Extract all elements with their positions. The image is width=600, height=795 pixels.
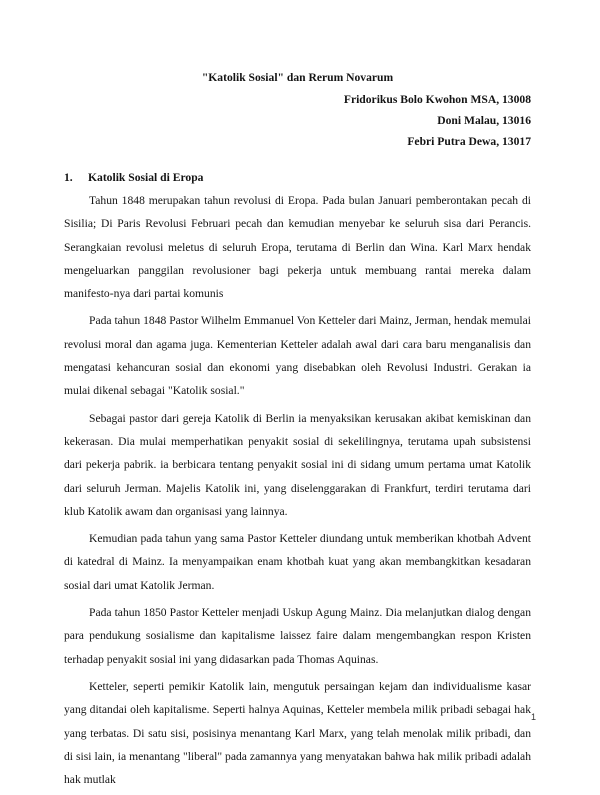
body-paragraph: Ketteler, seperti pemikir Katolik lain, mengutuk persaingan kejam dan individualisme kasar yang ditandai oleh kapitalisme. Seperti halnya Aquinas, Ketteler membela milik pribadi sebagai hak yang terbatas. Di satu sisi, posisinya menantang Karl Marx, yang telah menolak milik pribadi, dan di sisi lain, ia menantang "liberal" pada zamannya yang menyatakan bahwa hak milik pribadi adalah hak mutlak [64,679,531,787]
author-line: Febri Putra Dewa, 13017 [407,135,531,148]
body-paragraph: Pada tahun 1848 Pastor Wilhelm Emmanuel Von Ketteler dari Mainz, Jerman, hendak memulai revolusi moral dan agama juga. Kementerian Ketteler adalah awal dari cara baru menganalisis dan mengatasi kehancuran sosial dan ekonomi yang disebabkan oleh Revolusi Industri. Gerakan ia mulai dikenal sebagai "Katolik sosial." [64,314,531,398]
author-line: Doni Malau, 13016 [437,114,531,127]
body-paragraph: Tahun 1848 merupakan tahun revolusi di Eropa. Pada bulan Januari pemberontakan pecah di Sisilia; Di Paris Revolusi Februari pecah dan kemudian menyebar ke seluruh sisa dari Perancis. Serangkaian revolusi meletus di seluruh Eropa, terutama di Berlin dan Wina. Karl Marx hendak mengeluarkan panggilan revolusioner bagi pekerja untuk membuang rantai mereka dalam manifesto-nya dari partai komunis [64,194,531,301]
section-number: 1. [64,171,73,184]
section-title: Katolik Sosial di Eropa [88,171,204,184]
page-content [64,66,531,795]
author-line: Fridorikus Bolo Kwohon MSA, 13008 [343,93,531,106]
section-heading [64,166,531,189]
body-paragraph: Kemudian pada tahun yang sama Pastor Ketteler diundang untuk memberikan khotbah Advent di katedral di Mainz. Ia menyampaikan enam khotbah kuat yang akan membangkitkan kesadaran sosial dari umat Katolik Jerman. [64,532,531,592]
body-paragraph: Sebagai pastor dari gereja Katolik di Berlin ia menyaksikan kerusakan akibat kemiskinan dan kekerasan. Dia mulai memperhatikan penyakit sosial di sekelilingnya, terutama upah subsistensi dari pekerja pabrik. ia berbicara tentang penyakit sosial ini di sidang umum pertama umat Katolik dari seluruh Jerman. Majelis Katolik ini, yang diselenggarakan di Frankfurt, terdiri terutama dari klub Katolik awam dan organisasi yang lainnya. [64,411,531,518]
body-paragraph: Pada tahun 1850 Pastor Ketteler menjadi Uskup Agung Mainz. Dia melanjutkan dialog dengan para pendukung sosialisme dan kapitalisme laissez faire dalam mengembangkan respon Kristen terhadap penyakit sosial ini yang didasarkan pada Thomas Aquinas. [64,606,531,666]
page-number: 1 [530,712,536,722]
document-title: "Katolik Sosial" dan Rerum Novarum [201,71,394,84]
